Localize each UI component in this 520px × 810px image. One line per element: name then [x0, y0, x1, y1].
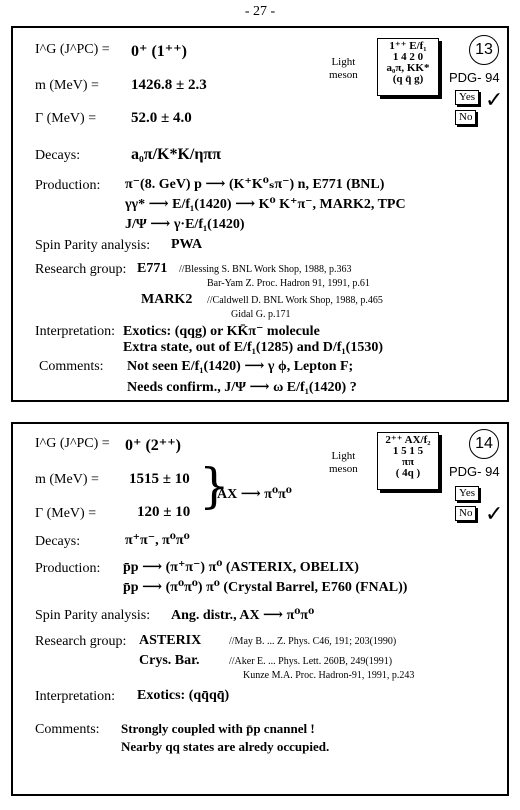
production-line: p̄p ⟶ (π⁰π⁰) π⁰ (Crystal Barrel, E760 (FNAL)) [123, 580, 408, 595]
meson-summary-box [377, 38, 439, 96]
yes-box: Yes [455, 486, 479, 501]
meson-box-line: (q q̄ g) [392, 73, 424, 85]
comment-line: Needs confirm., J/Ψ ⟶ ω E/f₁(1420) ? [127, 380, 357, 395]
production-label: Production: [35, 178, 101, 193]
mass-label: m (MeV) = [35, 78, 99, 93]
research-group-name: E771 [137, 261, 168, 276]
production-label: Production: [35, 561, 101, 576]
meson-card-14 [11, 422, 509, 796]
interpretation-label: Interpretation: [35, 689, 116, 704]
ig-jpc-label: I^G (J^PC) = [35, 436, 110, 451]
research-group-name: ASTERIX [139, 633, 202, 648]
yes-box: Yes [455, 90, 479, 105]
interpretation-line: Exotics: (qqg) or KK̄π⁻ molecule [123, 324, 320, 339]
spin-parity-value: Ang. distr., AX ⟶ π⁰π⁰ [171, 608, 315, 623]
research-group-label: Research group: [35, 634, 127, 649]
production-line: p̄p ⟶ (π⁺π⁻) π⁰ (ASTERIX, OBELIX) [123, 560, 359, 575]
checkmark-icon: ✓ [485, 502, 504, 527]
research-ref: Bar-Yam Z. Proc. Hadron 91, 1991, p.61 [207, 278, 370, 289]
no-box: No [455, 110, 476, 125]
research-ref: //Blessing S. BNL Work Shop, 1988, p.363 [179, 264, 352, 275]
meson-box-line: 1 4 2 0 [392, 51, 424, 63]
research-group-label: Research group: [35, 262, 127, 277]
ax-decay: AX ⟶ π⁰π⁰ [217, 487, 292, 502]
comment-line: Nearby qq states are alredy occupied. [121, 739, 330, 754]
checkmark-icon: ✓ [485, 88, 504, 113]
meson-box-line: 1⁺⁺ E/f₁ [389, 40, 427, 52]
research-ref: //Aker E. ... Phys. Lett. 260B, 249(1991) [229, 656, 393, 667]
mass-label: m (MeV) = [35, 472, 99, 487]
pdg-label: PDG- 94 [449, 464, 500, 479]
research-ref: //May B. ... Z. Phys. C46, 191; 203(1990) [229, 636, 397, 647]
width-label: Γ (MeV) = [35, 506, 97, 521]
research-ref: Gidal G. p.171 [231, 309, 291, 320]
comment-line: Strongly coupled with p̄p cnannel ! [121, 721, 315, 736]
research-group-name: MARK2 [141, 292, 193, 307]
brace-icon: } [199, 458, 230, 514]
light-meson-label: Light meson [329, 56, 358, 81]
decays-value: π⁺π⁻, π⁰π⁰ [125, 533, 190, 548]
page-number: - 27 - [244, 4, 276, 19]
ig-jpc-label: I^G (J^PC) = [35, 42, 110, 57]
meson-summary-box [377, 432, 439, 490]
production-line: J/Ψ ⟶ γ·E/f₁(1420) [125, 217, 245, 232]
card-number-badge: 13 [469, 35, 499, 65]
comments-label: Comments: [35, 722, 100, 737]
decays-value: a₀π/K*K/ηππ [131, 146, 221, 163]
light-meson-label: Light meson [329, 450, 358, 475]
quantum-numbers: 0⁺ (1⁺⁺) [131, 43, 187, 60]
meson-box-line: ππ [401, 456, 415, 468]
production-line: γγ* ⟶ E/f₁(1420) ⟶ K⁰ K⁺π⁻, MARK2, TPC [125, 197, 406, 212]
spin-parity-value: PWA [171, 237, 203, 252]
interpretation-value: Exotics: (qq̄qq̄) [137, 688, 230, 703]
meson-box-line: ( 4q ) [395, 467, 421, 479]
meson-box-line: 1 5 1 5 [392, 445, 424, 457]
production-line: π⁻(8. GeV) p ⟶ (K⁺K⁰ₛπ⁻) n, E771 (BNL) [125, 177, 385, 192]
spin-parity-label: Spin Parity analysis: [35, 608, 151, 623]
width-value: 52.0 ± 4.0 [131, 110, 192, 126]
meson-card-13 [11, 26, 509, 402]
meson-box-line: 2⁺⁺ AX/f₂ [385, 434, 431, 446]
research-ref: //Caldwell D. BNL Work Shop, 1988, p.465 [207, 295, 383, 306]
comment-line: Not seen E/f₁(1420) ⟶ γ ϕ, Lepton F; [127, 359, 354, 374]
pdg-label: PDG- 94 [449, 70, 500, 85]
quantum-numbers: 0⁺ (2⁺⁺) [125, 437, 181, 454]
interpretation-line: Extra state, out of E/f₁(1285) and D/f₁(1530) [123, 340, 383, 355]
mass-value: 1515 ± 10 [129, 471, 190, 487]
decays-label: Decays: [35, 534, 81, 549]
interpretation-label: Interpretation: [35, 324, 116, 339]
comments-label: Comments: [39, 359, 104, 374]
mass-value: 1426.8 ± 2.3 [131, 77, 207, 93]
research-group-name: Crys. Bar. [139, 653, 200, 668]
research-ref: Kunze M.A. Proc. Hadron-91, 1991, p.243 [243, 670, 415, 681]
width-label: Γ (MeV) = [35, 111, 97, 126]
spin-parity-label: Spin Parity analysis: [35, 238, 151, 253]
meson-box-line: a₀π, KK* [386, 62, 430, 74]
card-number-badge: 14 [469, 429, 499, 459]
width-value: 120 ± 10 [137, 504, 191, 520]
decays-label: Decays: [35, 148, 81, 163]
no-box: No [455, 506, 476, 521]
